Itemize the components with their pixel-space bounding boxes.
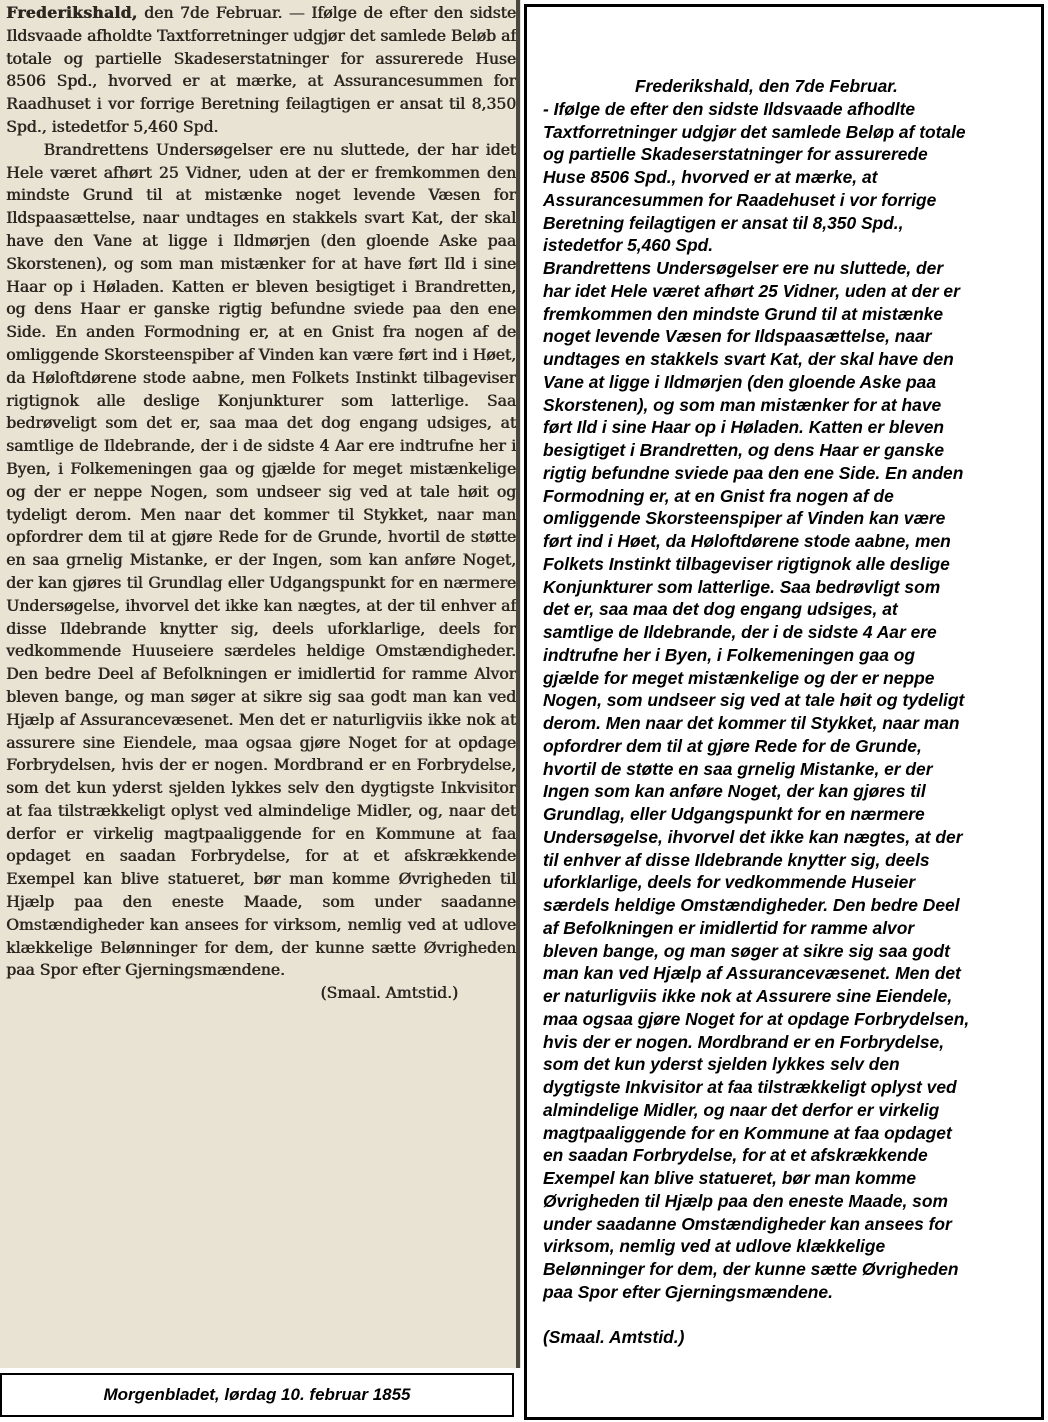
transcription-line: undtages en stakkels svart Kat, der skal have den <box>543 349 954 369</box>
transcription-line: det er, saa maa det dog engang udsiges, at <box>543 599 898 620</box>
transcription-line: særdels heldige Omstændigheder. Den bedre Deel <box>543 895 960 915</box>
scan-divider <box>516 0 520 1368</box>
transcription-line: magtpaaliggende for en Kommune at faa opdaget <box>543 1122 952 1143</box>
scan-paragraph-2: Brandrettens Undersøgelser ere nu sluttede, der har idet Hele været afhørt 25 Vidner, uden at der er fremkommen den mindste Grund til at mistænke noget levende Væsen for Ildspaasættelse, naar undtages en stakkels svart Kat, der skal have den Vane at ligge i Ildmørjen (den gloende Aske paa Skorstenen), og som man mistænker for at have ført Ild i sine Haar op i Høladen. Katten er bleven besigtiget i Brandretten, og dens Haar er ganske rigtig befundne sviede paa den ene Side. En anden Formodning er, at en Gnist fra nogen af de omliggende Skorsteenspiber af Vinden kan være ført ind i Høet, da Høloftdørene stode aabne, men Folkets Instinkt tilbageviser rigtignok alle deslige Konjunkturer som latterlige. Saa bedrøveligt som det er, saa maa det dog engang udsiges, at samtlige de Ildebrande, der i de sidste 4 Aar ere indtrufne her i Byen, i Folkemeningen gaa og gjælde for meget mistænkelige og der er neppe Nogen, som undseer sig ved at tale høit og tydeligt derom. Men naar det kommer til Stykket, naar man opfordrer dem til at gjøre Rede for de Grunde, hvortil de støtte en saa grnelig Mistanke, er der Ingen, som kan anføre Noget, der kan gjøres til Grundlag eller Udgangspunkt for en nærmere Undersøgelse, ihvorvel det ikke kan nægtes, at der til enhver af disse Ildebrande knytter sig, deels uforklarlige, deels for vedkommende Huuseiere særdeles heldige Omstændigheder. Den bedre Deel af Befolkningen er imidlertid for ramme Alvor bleven bange, og man søger at sikre sig saa godt man kan ved Hjælp af Assurancevæsenet. Men det er naturligviis ikke nok at assurere sine Eiendele, maa ogsaa gjøre Noget for at opdage Forbrydelsen, hvis der er nogen. Mordbrand er en Forbrydelse, som det kun yderst sjelden lykkes selv den dygtigste Inkvisitor at faa tilstrækkeligt oplyst ved almindelige Midler, og, naar det derfor er virkelig magtpaaliggende for en Kommune at faa opdaget en saadan Forbrydelse, for at et afskrækkende Exempel kan blive statueret, bør man komme Øvrigheden til Hjælp paa den eneste Maade, som under saadanne Omstændigheder kan ansees for virksom, nemlig ved at udlove klækkelige Belønninger for dem, der kunne sætte Øvrigheden paa Spor efter Gjerningsmændene. <box>6 140 516 980</box>
transcription-line: samtlige de Ildebrande, der i de sidste 4 Aar ere <box>543 622 937 642</box>
transcription-line: rigtig befundne sviede paa den ene Side. En anden <box>543 462 964 483</box>
transcription-line: - Ifølge de efter den sidste Ildsvaade afhodlte <box>543 98 916 119</box>
scan-dateline-city: Frederikshald, <box>6 3 138 22</box>
transcription-line: Exempel kan blive statueret, bør man komme <box>543 1168 917 1188</box>
transcription-line: og partielle Skadeserstatninger for assurerede <box>543 144 928 165</box>
transcription-line: Huse 8506 Spd., hvorved er at mærke, at <box>543 167 878 187</box>
scan-paragraph-1 <box>6 2 516 139</box>
transcription-line: indtrufne her i Byen, i Folkemeningen gaa og <box>543 644 916 665</box>
transcription-line: Skorstenen), og som man mistænker for at have <box>543 394 942 415</box>
transcription-line: Beretning feilagtigen er ansat til 8,350 Spd., <box>543 212 904 233</box>
transcription-line: under saadanne Omstændigheder kan ansees for <box>543 1213 952 1234</box>
transcription-text <box>543 75 1033 1349</box>
transcription-line: ført ind i Høet, da Høloftdørene stode aabne, men <box>543 531 951 551</box>
transcription-line: Taxtforretninger udgjør det samlede Beløp af totale <box>543 121 966 142</box>
transcription-line: almindelige Midler, og naar det derfor er virkelig <box>543 1099 940 1120</box>
transcription-line: virksom, nemlig ved at udlove klækkelige <box>543 1236 886 1257</box>
transcription-line: til enhver af disse Ildebrande knytter sig, deels <box>543 849 930 870</box>
scan-source: (Smaal. Amtstid.) <box>320 984 458 1003</box>
transcription-line: uforklarlige, deels for vedkommende Huseier <box>543 872 916 893</box>
transcription-line: man kan ved Hjælp af Assurancevæsenet. Men det <box>543 963 961 984</box>
transcription-line: er naturligviis ikke nok at Assurere sine Eiendele, <box>543 986 953 1006</box>
transcription-line: Folkets Instinkt tilbageviser rigtignok alle deslige <box>543 553 950 574</box>
caption-box <box>0 1373 514 1417</box>
transcription-line: Belønninger for dem, der kunne sætte Øvrigheden <box>543 1259 959 1279</box>
scan-text-column <box>6 2 516 1005</box>
transcription-line: har idet Hele været afhørt 25 Vidner, uden at der er <box>543 280 960 301</box>
transcription-line: dygtigste Inkvisitor at faa tilstrækkeligt oplyst ved <box>543 1077 957 1097</box>
transcription-line: Brandrettens Undersøgelser ere nu sluttede, der <box>543 258 944 278</box>
transcription-line: noget levende Væsen for Ildspaasættelse, naar <box>543 326 932 347</box>
transcription-line: som det kun yderst sjelden lykkes selv den <box>543 1054 900 1075</box>
transcription-line: Konjunkturer som latterlige. Saa bedrøvligt som <box>543 576 941 597</box>
transcription-line: fremkommen den mindste Grund til at mistænke <box>543 303 944 324</box>
transcription-line: hvortil de støtte en saa grnelig Mistanke, er der <box>543 758 933 779</box>
transcription-line: omliggende Skorsteenspiper af Vinden kan være <box>543 508 946 529</box>
transcription-line: gjælde for meget mistænkelige og der er neppe <box>543 667 935 688</box>
newspaper-scan <box>0 0 521 1368</box>
transcription-line: Vane at ligge i Ildmørjen (den gloende Aske paa <box>543 371 936 392</box>
transcription-line: paa Spor efter Gjerningsmændene. <box>543 1281 833 1302</box>
transcription-line: Nogen, som undseer sig ved at tale høit og tydeligt <box>543 690 965 711</box>
scan-paragraph-1-text: den 7de Februar. — Ifølge de efter den sidste Ildsvaade afholdte Taxtforretninger udgjør det samlede Beløb af totale og partielle Skadeserstatninger for assurerede Huse 8506 Spd., hvorved er at mærke, at Assurancesummen for Raadhuset i vor forrige Beretning feilagtigen er ansat til 8,350 Spd., istedetfor 5,460 Spd. <box>6 4 516 136</box>
transcription-line: hvis der er nogen. Mordbrand er en Forbrydelse, <box>543 1031 945 1052</box>
transcription-heading: Frederikshald, den 7de Februar. <box>635 76 898 96</box>
transcription-line: Øvrigheden til Hjælp paa den eneste Maade, som <box>543 1190 948 1211</box>
transcription-body <box>543 98 1033 1304</box>
caption-text: Morgenbladet, lørdag 10. februar 1855 <box>103 1385 411 1404</box>
transcription-line: Undersøgelse, ihvorvel det ikke kan nægtes, at der <box>543 826 963 847</box>
transcription-line: maa ogsaa gjøre Noget for at opdage Forbrydelsen, <box>543 1008 970 1029</box>
transcription-line: af Befolkningen er imidlertid for ramme alvor <box>543 917 915 938</box>
transcription-line: opfordrer dem til at gjøre Rede for de Grunde, <box>543 735 922 756</box>
transcription-line: en saadan Forbrydelse, for at et afskrækkende <box>543 1145 928 1166</box>
transcription-line: ført Ild i sine Haar op i Høladen. Katten er bleven <box>543 417 945 438</box>
transcription-line: Formodning er, at en Gnist fra nogen af de <box>543 485 894 506</box>
transcription-line: Ingen som kan anføre Noget, der kan gjøres til <box>543 781 926 802</box>
transcription-line: besigtiget i Brandretten, og dens Haar er ganske <box>543 440 945 460</box>
transcription-line: bleven bange, og man søger at sikre sig saa godt <box>543 940 950 961</box>
transcription-line: Grundlag, eller Udgangspunkt for en nærmere <box>543 804 925 824</box>
transcription-source: (Smaal. Amtstid.) <box>543 1327 685 1348</box>
transcription-line: derom. Men naar det kommer til Stykket, naar man <box>543 713 960 733</box>
transcription-panel <box>524 4 1044 1420</box>
transcription-line: istedetfor 5,460 Spd. <box>543 235 714 256</box>
transcription-line: Assurancesummen for Raadehuset i vor forrige <box>543 189 937 210</box>
